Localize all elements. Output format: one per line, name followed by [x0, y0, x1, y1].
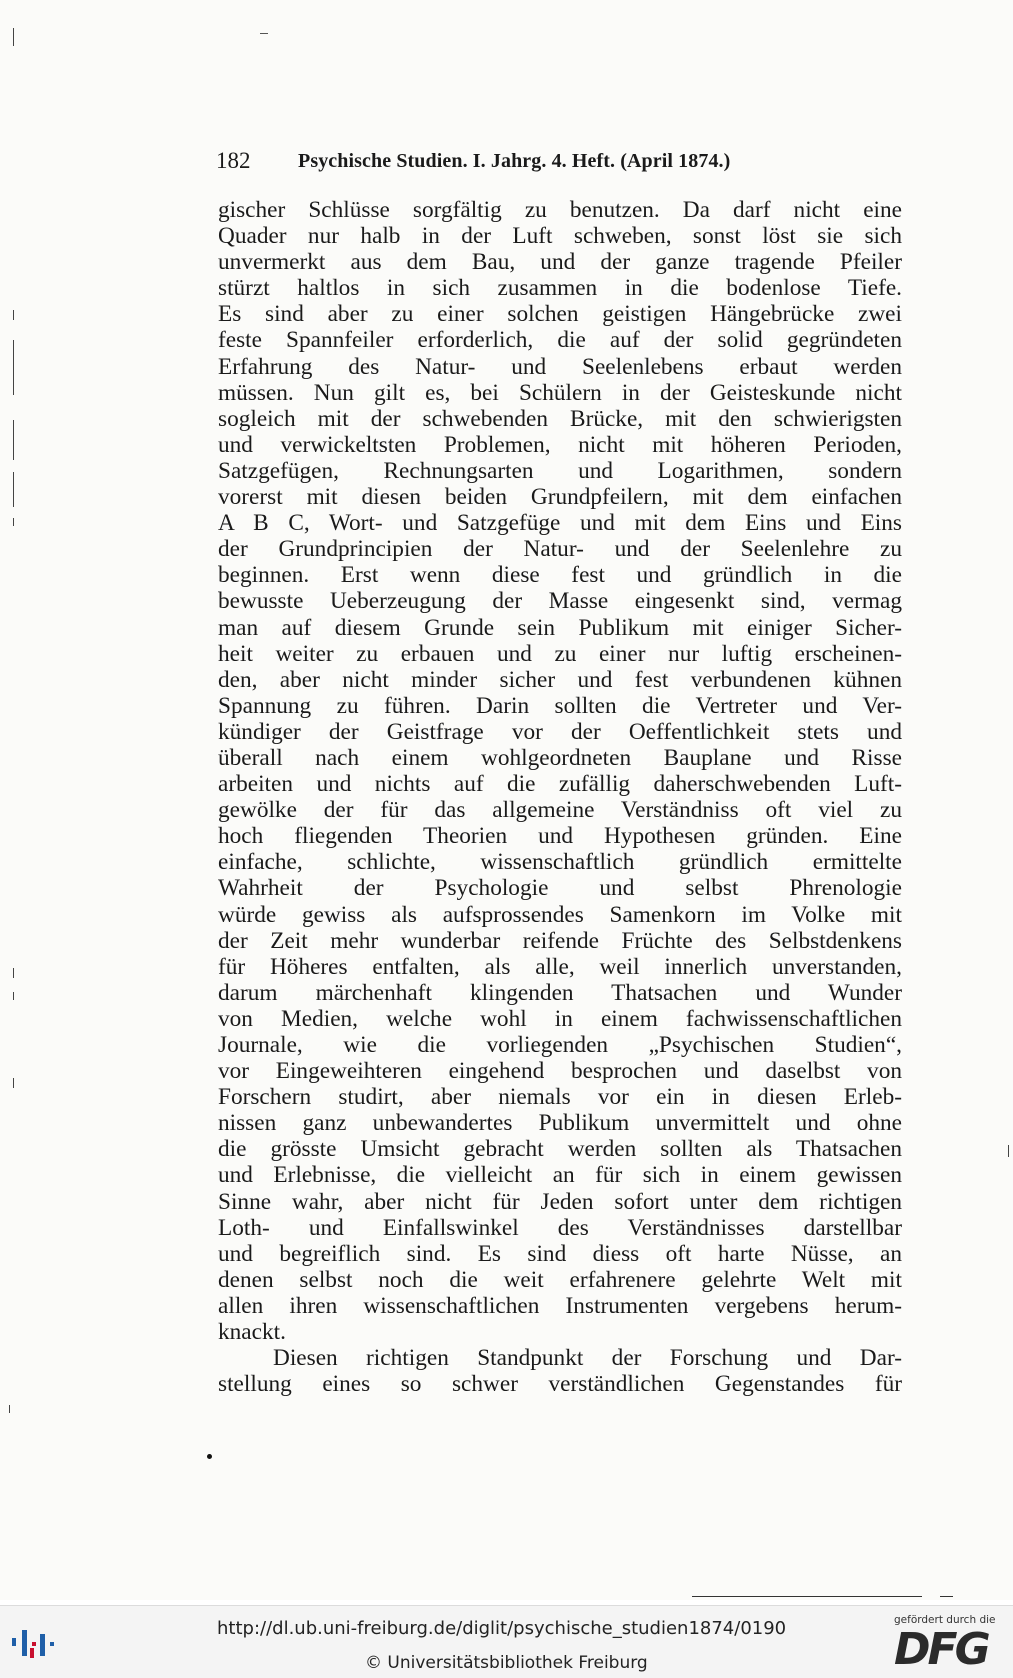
text-line: Wahrheit der Psychologie und selbst Phrenologie: [218, 875, 902, 902]
text-line: Es sind aber zu einer solchen geistigen Hängebrücke zwei: [218, 301, 902, 328]
viewer-footer: [0, 1605, 1013, 1678]
text-line: vorerst mit diesen beiden Grundpfeilern, mit dem einfachen: [218, 484, 902, 511]
permalink-url[interactable]: http://dl.ub.uni-freiburg.de/diglit/psychische_studien1874/0190: [217, 1618, 787, 1639]
text-line: nissen ganz unbewandertes Publikum unvermittelt und ohne: [218, 1110, 902, 1137]
funder-block: [894, 1614, 1006, 1674]
text-line: und Erlebnisse, die vielleicht an für sich in einem gewissen: [218, 1162, 902, 1189]
text-line: bewusste Ueberzeugung der Masse eingesenkt sind, vermag: [218, 588, 902, 615]
body-text: [218, 197, 902, 1397]
text-line: stellung eines so schwer verständlichen Gegenstandes für: [218, 1371, 902, 1398]
text-line: Satzgefügen, Rechnungsarten und Logarithmen, sondern: [218, 457, 902, 484]
text-line: allen ihren wissenschaftlichen Instrumenten vergebens herum-: [218, 1292, 902, 1319]
dfg-logo: DFG: [894, 1624, 988, 1675]
text-line: von Medien, welche wohl in einem fachwissenschaftlichen: [218, 1005, 902, 1032]
text-line: Sinne wahr, aber nicht für Jeden sofort unter dem richtigen: [218, 1188, 902, 1215]
running-head: [216, 148, 906, 180]
text-line: für Höheres entfalten, als alle, weil innerlich unverstanden,: [218, 953, 902, 980]
text-line: feste Spannfeiler erforderlich, die auf der solid gegründeten: [218, 327, 902, 354]
text-line: der Zeit mehr wunderbar reifende Früchte des Selbstdenkens: [218, 927, 902, 954]
text-line: Forschern studirt, aber niemals vor ein in diesen Erleb-: [218, 1084, 902, 1111]
scan-bottom-rule: [940, 1596, 953, 1597]
scan-edge-mark: [13, 968, 14, 978]
scan-bottom-rule: [692, 1596, 922, 1597]
text-line: gischer Schlüsse sorgfältig zu benutzen. Da darf nicht eine: [218, 197, 902, 223]
text-line: heit weiter zu erbauen und zu einer nur luftig erscheinen-: [218, 640, 902, 667]
text-line: überall nach einem wohlgeordneten Bauplane und Risse: [218, 744, 902, 771]
page-number: 182: [216, 148, 251, 173]
text-line: Loth- und Einfallswinkel des Verständnisses darstellbar: [218, 1214, 902, 1241]
copyright-notice: © Universitätsbibliothek Freiburg: [365, 1653, 648, 1673]
scan-edge-mark: [13, 28, 14, 46]
text-line: und verwickeltsten Problemen, nicht mit höheren Perioden,: [218, 431, 902, 458]
scan-edge-mark: [13, 992, 14, 1000]
text-line-paragraph-end: knackt.: [218, 1319, 286, 1346]
text-line: Spannung zu führen. Darin sollten die Vertreter und Ver-: [218, 692, 902, 719]
text-line: Erfahrung des Natur- und Seelenlebens erbaut werden: [218, 353, 902, 380]
text-line: darum märchenhaft klingenden Thatsachen und Wunder: [218, 979, 902, 1006]
text-line: einfache, schlichte, wissenschaftlich gründlich ermittelte: [218, 849, 902, 876]
scan-edge-mark: [9, 1405, 10, 1413]
text-line: sogleich mit der schwebenden Brücke, mit den schwierigsten: [218, 405, 902, 432]
text-line: würde gewiss als aufsprossendes Samenkorn im Volke mit: [218, 901, 902, 928]
scan-edge-mark: [13, 340, 14, 395]
scan-edge-mark: [13, 1078, 14, 1088]
text-line: man auf diesem Grunde sein Publikum mit einiger Sicher-: [218, 614, 902, 641]
text-line: den, aber nicht minder sicher und fest verbundenen kühnen: [218, 666, 902, 693]
text-line: Quader nur halb in der Luft schweben, sonst löst sie sich: [218, 223, 902, 250]
scan-edge-mark: [13, 472, 14, 507]
text-line: die grösste Umsicht gebracht werden sollten als Thatsachen: [218, 1136, 902, 1163]
text-line: A B C, Wort- und Satzgefüge und mit dem Eins und Eins: [218, 510, 902, 537]
running-title: Psychische Studien. I. Jahrg. 4. Heft. (April 1874.): [298, 150, 731, 172]
text-line: arbeiten und nichts auf die zufällig daherschwebenden Luft-: [218, 771, 902, 798]
text-line: kündiger der Geistfrage vor der Oeffentlichkeit stets und: [218, 718, 902, 745]
text-line: stürzt haltlos in sich zusammen in die bodenlose Tiefe.: [218, 275, 902, 302]
text-line: Journale, wie die vorliegenden „Psychischen Studien“,: [218, 1032, 902, 1058]
text-line-paragraph-start: Diesen richtigen Standpunkt der Forschung und Dar-: [273, 1345, 902, 1372]
text-line: und begreiflich sind. Es sind diess oft harte Nüsse, an: [218, 1240, 902, 1267]
scan-edge-mark: [13, 420, 14, 460]
scan-edge-mark: [13, 518, 14, 526]
text-line: der Grundprincipien der Natur- und der Seelenlehre zu: [218, 536, 902, 563]
text-line: denen selbst noch die weit erfahrenere gelehrte Welt mit: [218, 1266, 902, 1293]
text-line: gewölke der für das allgemeine Verständniss oft viel zu: [218, 797, 902, 824]
funder-tagline: gefördert durch die: [894, 1614, 996, 1626]
text-line: beginnen. Erst wenn diese fest und gründlich in die: [218, 562, 902, 589]
text-line: müssen. Nun gilt es, bei Schülern in der Geisteskunde nicht: [218, 379, 902, 406]
scan-dot-mark: [207, 1454, 212, 1459]
scan-edge-mark: [13, 310, 14, 320]
text-line: unvermerkt aus dem Bau, und der ganze tragende Pfeiler: [218, 249, 902, 276]
text-line: vor Eingeweihteren eingehend besprochen und daselbst von: [218, 1058, 902, 1085]
library-logo-icon: [8, 1624, 64, 1664]
scan-edge-mark: [1008, 1145, 1009, 1157]
text-line: hoch fliegenden Theorien und Hypothesen gründen. Eine: [218, 823, 902, 850]
scan-artifact-dash: [260, 33, 268, 34]
